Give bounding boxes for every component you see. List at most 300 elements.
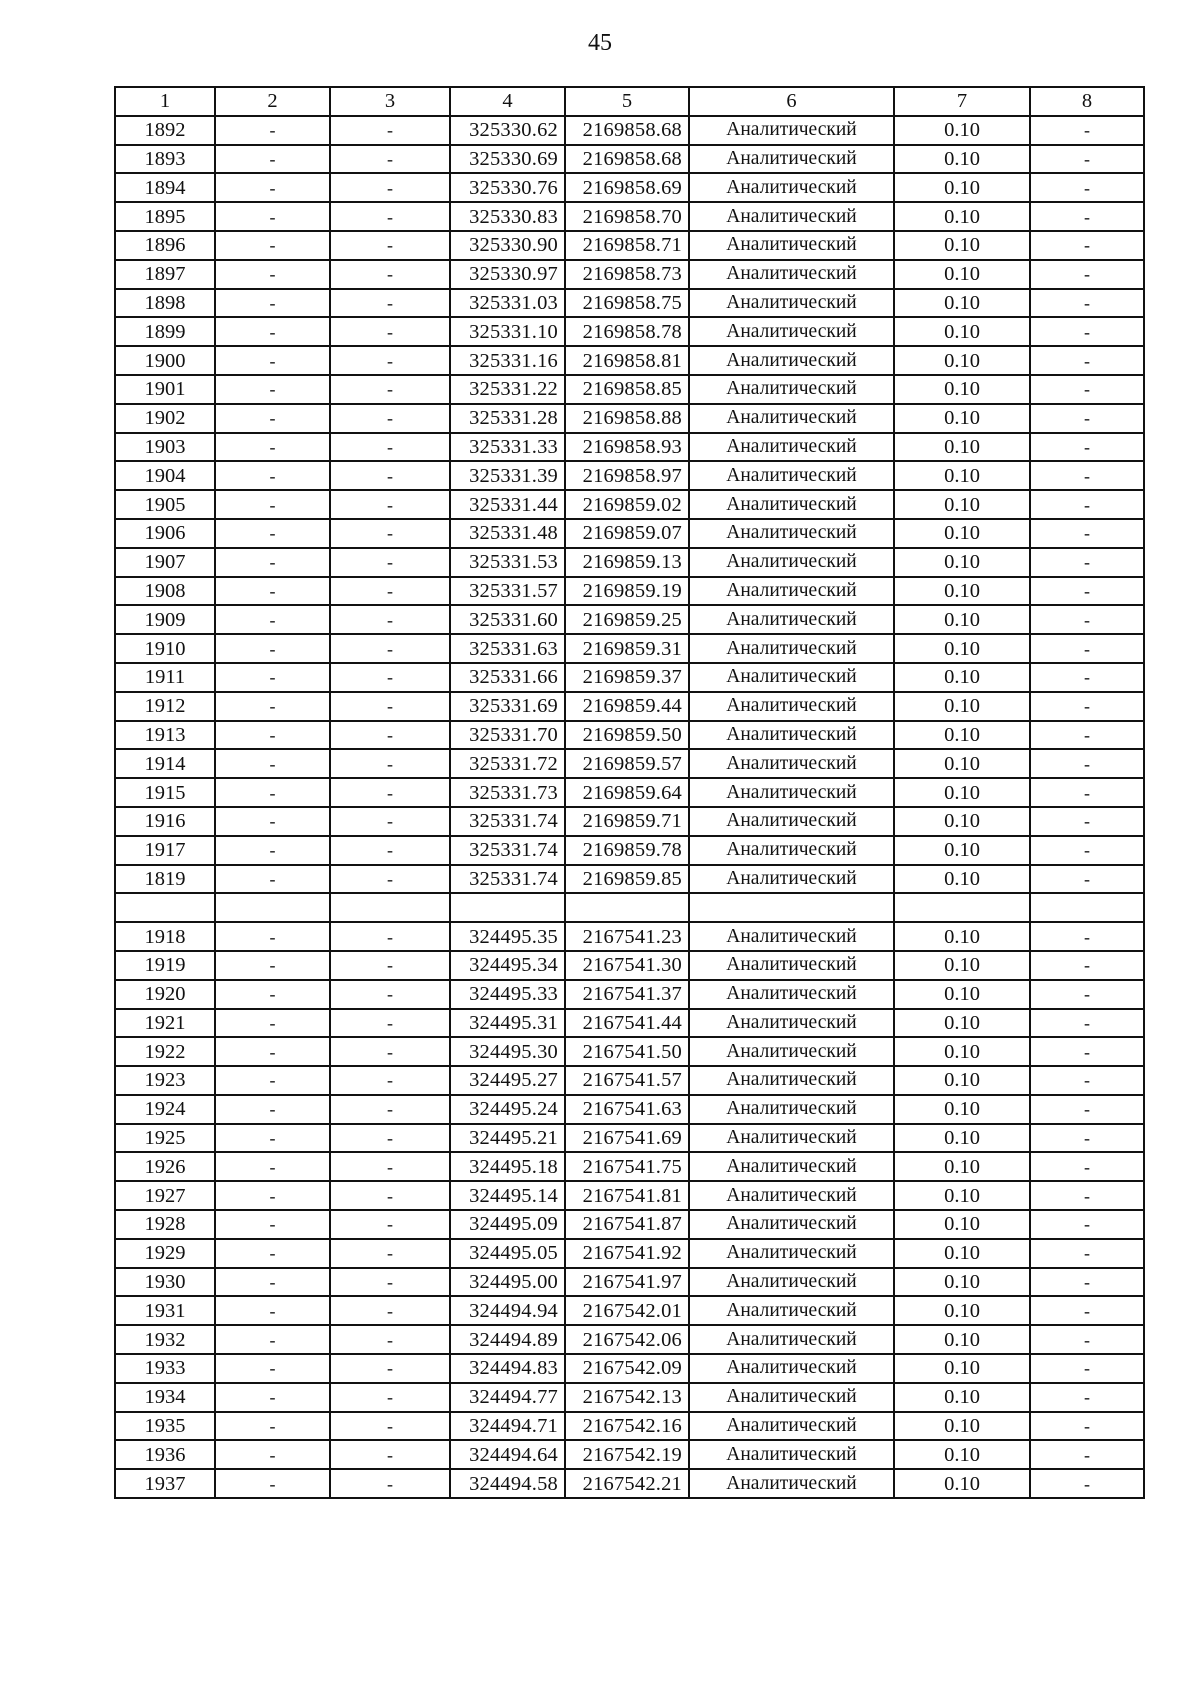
x-coordinate-cell: 324494.77 — [450, 1383, 565, 1412]
column-2-cell: - — [215, 605, 330, 634]
x-coordinate-cell: 325331.39 — [450, 461, 565, 490]
header-row — [115, 87, 1144, 116]
point-number-cell: 1930 — [115, 1268, 215, 1297]
column-8-cell: - — [1030, 1009, 1144, 1038]
accuracy-cell: 0.10 — [894, 1325, 1030, 1354]
y-coordinate-cell: 2169858.68 — [565, 145, 689, 174]
point-number-cell: 1934 — [115, 1383, 215, 1412]
column-3-cell: - — [330, 1268, 450, 1297]
point-number-cell: 1927 — [115, 1181, 215, 1210]
method-cell: Аналитический — [689, 980, 894, 1009]
column-8-cell: - — [1030, 951, 1144, 980]
method-cell: Аналитический — [689, 692, 894, 721]
method-cell: Аналитический — [689, 1124, 894, 1153]
y-coordinate-cell: 2169859.85 — [565, 865, 689, 894]
accuracy-cell: 0.10 — [894, 951, 1030, 980]
column-8-cell: - — [1030, 346, 1144, 375]
accuracy-cell: 0.10 — [894, 1152, 1030, 1181]
point-number-cell: 1935 — [115, 1412, 215, 1441]
table-row — [115, 836, 1144, 865]
point-number-cell: 1894 — [115, 173, 215, 202]
point-number-cell: 1918 — [115, 922, 215, 951]
column-8-cell: - — [1030, 721, 1144, 750]
column-3-cell: - — [330, 1239, 450, 1268]
column-3-cell: - — [330, 490, 450, 519]
method-cell: Аналитический — [689, 749, 894, 778]
y-coordinate-cell: 2169859.37 — [565, 663, 689, 692]
table-row — [115, 1469, 1144, 1498]
y-coordinate-cell: 2169859.31 — [565, 634, 689, 663]
accuracy-cell: 0.10 — [894, 289, 1030, 318]
y-coordinate-cell: 2167541.92 — [565, 1239, 689, 1268]
table-row — [115, 1009, 1144, 1038]
x-coordinate-cell: 325330.69 — [450, 145, 565, 174]
x-coordinate-cell: 324494.71 — [450, 1412, 565, 1441]
point-number-cell: 1907 — [115, 548, 215, 577]
accuracy-cell: 0.10 — [894, 1095, 1030, 1124]
point-number-cell: 1919 — [115, 951, 215, 980]
method-cell: Аналитический — [689, 663, 894, 692]
column-8-cell: - — [1030, 1325, 1144, 1354]
x-coordinate-cell: 325331.72 — [450, 749, 565, 778]
y-coordinate-cell: 2167541.30 — [565, 951, 689, 980]
column-2-cell: - — [215, 922, 330, 951]
table-row — [115, 375, 1144, 404]
accuracy-cell: 0.10 — [894, 836, 1030, 865]
method-cell: Аналитический — [689, 951, 894, 980]
y-coordinate-cell: 2169858.75 — [565, 289, 689, 318]
y-coordinate-cell: 2167541.50 — [565, 1037, 689, 1066]
y-coordinate-cell: 2169858.97 — [565, 461, 689, 490]
column-2-cell: - — [215, 951, 330, 980]
column-3-cell: - — [330, 433, 450, 462]
method-cell: Аналитический — [689, 1066, 894, 1095]
table-row — [115, 778, 1144, 807]
x-coordinate-cell: 325331.70 — [450, 721, 565, 750]
point-number-cell: 1917 — [115, 836, 215, 865]
x-coordinate-cell: 324494.94 — [450, 1296, 565, 1325]
point-number-cell: 1915 — [115, 778, 215, 807]
column-3-cell: - — [330, 404, 450, 433]
y-coordinate-cell: 2167541.57 — [565, 1066, 689, 1095]
column-3-cell: - — [330, 1181, 450, 1210]
column-2-cell: - — [215, 1095, 330, 1124]
x-coordinate-cell: 324495.33 — [450, 980, 565, 1009]
column-3-cell: - — [330, 1296, 450, 1325]
column-2-cell: - — [215, 836, 330, 865]
x-coordinate-cell: 325331.74 — [450, 836, 565, 865]
column-2-cell: - — [215, 404, 330, 433]
column-2-cell: - — [215, 519, 330, 548]
x-coordinate-cell: 324495.34 — [450, 951, 565, 980]
method-cell: Аналитический — [689, 1469, 894, 1498]
accuracy-cell: 0.10 — [894, 260, 1030, 289]
method-cell: Аналитический — [689, 1095, 894, 1124]
y-coordinate-cell: 2167541.37 — [565, 980, 689, 1009]
column-8-cell: - — [1030, 145, 1144, 174]
point-number-cell: 1901 — [115, 375, 215, 404]
column-3-cell: - — [330, 1440, 450, 1469]
x-coordinate-cell: 325331.28 — [450, 404, 565, 433]
x-coordinate-cell: 325331.48 — [450, 519, 565, 548]
column-2-cell: - — [215, 1268, 330, 1297]
column-8-cell: - — [1030, 173, 1144, 202]
accuracy-cell: 0.10 — [894, 692, 1030, 721]
y-coordinate-cell: 2169858.85 — [565, 375, 689, 404]
accuracy-cell: 0.10 — [894, 202, 1030, 231]
point-number-cell: 1931 — [115, 1296, 215, 1325]
table-row — [115, 346, 1144, 375]
column-2-cell: - — [215, 721, 330, 750]
table-row — [115, 433, 1144, 462]
column-header: 7 — [894, 87, 1030, 116]
table-row — [115, 289, 1144, 318]
method-cell: Аналитический — [689, 519, 894, 548]
column-8-cell: - — [1030, 375, 1144, 404]
column-2-cell: - — [215, 1239, 330, 1268]
column-3-cell: - — [330, 980, 450, 1009]
method-cell: Аналитический — [689, 922, 894, 951]
column-3-cell: - — [330, 346, 450, 375]
column-3-cell: - — [330, 1469, 450, 1498]
column-8-cell: - — [1030, 202, 1144, 231]
table-row — [115, 634, 1144, 663]
point-number-cell: 1897 — [115, 260, 215, 289]
accuracy-cell: 0.10 — [894, 116, 1030, 145]
y-coordinate-cell: 2169859.13 — [565, 548, 689, 577]
y-coordinate-cell: 2169858.68 — [565, 116, 689, 145]
point-number-cell: 1902 — [115, 404, 215, 433]
column-header: 3 — [330, 87, 450, 116]
column-header: 1 — [115, 87, 215, 116]
column-2-cell: - — [215, 980, 330, 1009]
column-3-cell: - — [330, 778, 450, 807]
coordinates-table-container — [114, 86, 1143, 1499]
method-cell: Аналитический — [689, 1210, 894, 1239]
column-3-cell: - — [330, 634, 450, 663]
point-number-cell: 1892 — [115, 116, 215, 145]
column-8-cell: - — [1030, 1210, 1144, 1239]
column-8-cell: - — [1030, 922, 1144, 951]
point-number-cell: 1924 — [115, 1095, 215, 1124]
table-row — [115, 893, 1144, 922]
column-2-cell: - — [215, 145, 330, 174]
point-number-cell: 1895 — [115, 202, 215, 231]
table-row — [115, 1354, 1144, 1383]
column-8-cell: - — [1030, 1181, 1144, 1210]
accuracy-cell: 0.10 — [894, 433, 1030, 462]
column-8-cell: - — [1030, 1412, 1144, 1441]
method-cell: Аналитический — [689, 116, 894, 145]
y-coordinate-cell: 2167542.09 — [565, 1354, 689, 1383]
table-row — [115, 1383, 1144, 1412]
point-number-cell — [115, 893, 215, 922]
y-coordinate-cell: 2169858.93 — [565, 433, 689, 462]
y-coordinate-cell: 2169858.78 — [565, 317, 689, 346]
table-row — [115, 1268, 1144, 1297]
column-3-cell: - — [330, 231, 450, 260]
point-number-cell: 1819 — [115, 865, 215, 894]
column-8-cell: - — [1030, 1268, 1144, 1297]
x-coordinate-cell: 324494.58 — [450, 1469, 565, 1498]
column-3-cell: - — [330, 721, 450, 750]
x-coordinate-cell: 325330.90 — [450, 231, 565, 260]
method-cell: Аналитический — [689, 375, 894, 404]
method-cell: Аналитический — [689, 260, 894, 289]
column-3-cell: - — [330, 317, 450, 346]
accuracy-cell: 0.10 — [894, 1210, 1030, 1239]
column-2-cell: - — [215, 461, 330, 490]
column-8-cell: - — [1030, 605, 1144, 634]
y-coordinate-cell: 2167541.44 — [565, 1009, 689, 1038]
column-2-cell: - — [215, 1066, 330, 1095]
table-row — [115, 922, 1144, 951]
method-cell: Аналитический — [689, 317, 894, 346]
column-2-cell: - — [215, 346, 330, 375]
x-coordinate-cell: 324495.24 — [450, 1095, 565, 1124]
column-2-cell: - — [215, 1009, 330, 1038]
column-8-cell: - — [1030, 836, 1144, 865]
table-row — [115, 1412, 1144, 1441]
method-cell: Аналитический — [689, 865, 894, 894]
x-coordinate-cell: 324495.21 — [450, 1124, 565, 1153]
column-3-cell: - — [330, 1383, 450, 1412]
x-coordinate-cell: 325331.33 — [450, 433, 565, 462]
table-row — [115, 404, 1144, 433]
column-2-cell: - — [215, 289, 330, 318]
column-8-cell: - — [1030, 317, 1144, 346]
accuracy-cell: 0.10 — [894, 1066, 1030, 1095]
column-2-cell: - — [215, 1152, 330, 1181]
y-coordinate-cell: 2169858.70 — [565, 202, 689, 231]
column-3-cell: - — [330, 1325, 450, 1354]
x-coordinate-cell: 325331.03 — [450, 289, 565, 318]
table-row — [115, 605, 1144, 634]
accuracy-cell: 0.10 — [894, 663, 1030, 692]
y-coordinate-cell: 2169858.81 — [565, 346, 689, 375]
y-coordinate-cell: 2169859.50 — [565, 721, 689, 750]
column-2-cell: - — [215, 1383, 330, 1412]
point-number-cell: 1936 — [115, 1440, 215, 1469]
accuracy-cell: 0.10 — [894, 634, 1030, 663]
x-coordinate-cell: 325330.83 — [450, 202, 565, 231]
table-row — [115, 202, 1144, 231]
column-2-cell: - — [215, 1181, 330, 1210]
y-coordinate-cell: 2167541.75 — [565, 1152, 689, 1181]
table-row — [115, 749, 1144, 778]
y-coordinate-cell: 2167542.06 — [565, 1325, 689, 1354]
column-3-cell: - — [330, 289, 450, 318]
column-8-cell: - — [1030, 749, 1144, 778]
x-coordinate-cell: 325331.74 — [450, 865, 565, 894]
y-coordinate-cell: 2169858.71 — [565, 231, 689, 260]
x-coordinate-cell: 325331.63 — [450, 634, 565, 663]
column-3-cell: - — [330, 1210, 450, 1239]
column-8-cell: - — [1030, 519, 1144, 548]
column-3-cell: - — [330, 1354, 450, 1383]
accuracy-cell: 0.10 — [894, 1268, 1030, 1297]
accuracy-cell: 0.10 — [894, 548, 1030, 577]
method-cell: Аналитический — [689, 173, 894, 202]
point-number-cell: 1916 — [115, 807, 215, 836]
method-cell: Аналитический — [689, 145, 894, 174]
table-row — [115, 1325, 1144, 1354]
column-2-cell: - — [215, 548, 330, 577]
method-cell: Аналитический — [689, 202, 894, 231]
table-row — [115, 721, 1144, 750]
column-3-cell: - — [330, 145, 450, 174]
column-3-cell: - — [330, 836, 450, 865]
accuracy-cell: 0.10 — [894, 173, 1030, 202]
column-3-cell: - — [330, 548, 450, 577]
column-2-cell: - — [215, 1325, 330, 1354]
column-3-cell: - — [330, 605, 450, 634]
accuracy-cell: 0.10 — [894, 519, 1030, 548]
accuracy-cell: 0.10 — [894, 1239, 1030, 1268]
column-2-cell: - — [215, 1354, 330, 1383]
table-row — [115, 1037, 1144, 1066]
accuracy-cell: 0.10 — [894, 1469, 1030, 1498]
column-3-cell: - — [330, 1037, 450, 1066]
accuracy-cell: 0.10 — [894, 721, 1030, 750]
table-row — [115, 692, 1144, 721]
column-8-cell: - — [1030, 634, 1144, 663]
column-header: 6 — [689, 87, 894, 116]
column-2-cell: - — [215, 1124, 330, 1153]
table-row — [115, 173, 1144, 202]
accuracy-cell: 0.10 — [894, 1412, 1030, 1441]
method-cell: Аналитический — [689, 1009, 894, 1038]
y-coordinate-cell: 2167541.63 — [565, 1095, 689, 1124]
point-number-cell: 1908 — [115, 577, 215, 606]
x-coordinate-cell: 325331.73 — [450, 778, 565, 807]
x-coordinate-cell: 325331.66 — [450, 663, 565, 692]
point-number-cell: 1898 — [115, 289, 215, 318]
x-coordinate-cell: 324495.31 — [450, 1009, 565, 1038]
accuracy-cell: 0.10 — [894, 404, 1030, 433]
point-number-cell: 1904 — [115, 461, 215, 490]
column-2-cell: - — [215, 778, 330, 807]
point-number-cell: 1937 — [115, 1469, 215, 1498]
column-8-cell: - — [1030, 116, 1144, 145]
column-2-cell: - — [215, 116, 330, 145]
x-coordinate-cell: 325330.76 — [450, 173, 565, 202]
x-coordinate-cell: 324495.18 — [450, 1152, 565, 1181]
column-header: 4 — [450, 87, 565, 116]
method-cell: Аналитический — [689, 634, 894, 663]
table-row — [115, 1152, 1144, 1181]
column-3-cell: - — [330, 375, 450, 404]
point-number-cell: 1922 — [115, 1037, 215, 1066]
accuracy-cell: 0.10 — [894, 980, 1030, 1009]
point-number-cell: 1899 — [115, 317, 215, 346]
column-3-cell: - — [330, 116, 450, 145]
point-number-cell: 1921 — [115, 1009, 215, 1038]
column-2-cell: - — [215, 692, 330, 721]
y-coordinate-cell: 2167542.16 — [565, 1412, 689, 1441]
point-number-cell: 1896 — [115, 231, 215, 260]
column-8-cell: - — [1030, 260, 1144, 289]
accuracy-cell: 0.10 — [894, 1037, 1030, 1066]
y-coordinate-cell: 2167541.81 — [565, 1181, 689, 1210]
table-row — [115, 1066, 1144, 1095]
x-coordinate-cell: 325331.10 — [450, 317, 565, 346]
x-coordinate-cell: 325331.60 — [450, 605, 565, 634]
column-3-cell: - — [330, 519, 450, 548]
column-8-cell: - — [1030, 289, 1144, 318]
accuracy-cell: 0.10 — [894, 1009, 1030, 1038]
column-8-cell: - — [1030, 1152, 1144, 1181]
column-8-cell: - — [1030, 1037, 1144, 1066]
column-8-cell: - — [1030, 865, 1144, 894]
y-coordinate-cell: 2167541.97 — [565, 1268, 689, 1297]
x-coordinate-cell: 324495.35 — [450, 922, 565, 951]
method-cell: Аналитический — [689, 577, 894, 606]
x-coordinate-cell: 325331.74 — [450, 807, 565, 836]
x-coordinate-cell: 324495.14 — [450, 1181, 565, 1210]
column-8-cell: - — [1030, 577, 1144, 606]
point-number-cell: 1926 — [115, 1152, 215, 1181]
accuracy-cell: 0.10 — [894, 145, 1030, 174]
column-8-cell: - — [1030, 778, 1144, 807]
y-coordinate-cell: 2167542.19 — [565, 1440, 689, 1469]
column-3-cell: - — [330, 260, 450, 289]
point-number-cell: 1913 — [115, 721, 215, 750]
x-coordinate-cell: 325331.22 — [450, 375, 565, 404]
column-8-cell: - — [1030, 692, 1144, 721]
x-coordinate-cell: 325331.53 — [450, 548, 565, 577]
column-8-cell: - — [1030, 663, 1144, 692]
point-number-cell: 1906 — [115, 519, 215, 548]
column-8-cell: - — [1030, 807, 1144, 836]
column-2-cell: - — [215, 173, 330, 202]
accuracy-cell: 0.10 — [894, 346, 1030, 375]
accuracy-cell: 0.10 — [894, 231, 1030, 260]
table-row — [115, 260, 1144, 289]
point-number-cell: 1905 — [115, 490, 215, 519]
point-number-cell: 1914 — [115, 749, 215, 778]
point-number-cell: 1903 — [115, 433, 215, 462]
column-2-cell: - — [215, 1412, 330, 1441]
column-3-cell: - — [330, 951, 450, 980]
column-3-cell: - — [330, 1152, 450, 1181]
column-2-cell: - — [215, 260, 330, 289]
x-coordinate-cell: 324494.83 — [450, 1354, 565, 1383]
column-8-cell: - — [1030, 1440, 1144, 1469]
point-number-cell: 1920 — [115, 980, 215, 1009]
column-8-cell: - — [1030, 1296, 1144, 1325]
column-8-cell: - — [1030, 1124, 1144, 1153]
point-number-cell: 1911 — [115, 663, 215, 692]
accuracy-cell: 0.10 — [894, 922, 1030, 951]
y-coordinate-cell: 2169859.57 — [565, 749, 689, 778]
x-coordinate-cell: 325331.16 — [450, 346, 565, 375]
table-row — [115, 1440, 1144, 1469]
accuracy-cell: 0.10 — [894, 778, 1030, 807]
column-header: 8 — [1030, 87, 1144, 116]
column-2-cell: - — [215, 317, 330, 346]
point-number-cell: 1912 — [115, 692, 215, 721]
method-cell: Аналитический — [689, 1152, 894, 1181]
table-row — [115, 1095, 1144, 1124]
table-row — [115, 1181, 1144, 1210]
y-coordinate-cell: 2167542.13 — [565, 1383, 689, 1412]
table-row — [115, 548, 1144, 577]
y-coordinate-cell: 2169858.69 — [565, 173, 689, 202]
point-number-cell: 1928 — [115, 1210, 215, 1239]
y-coordinate-cell: 2169859.44 — [565, 692, 689, 721]
column-3-cell: - — [330, 1124, 450, 1153]
